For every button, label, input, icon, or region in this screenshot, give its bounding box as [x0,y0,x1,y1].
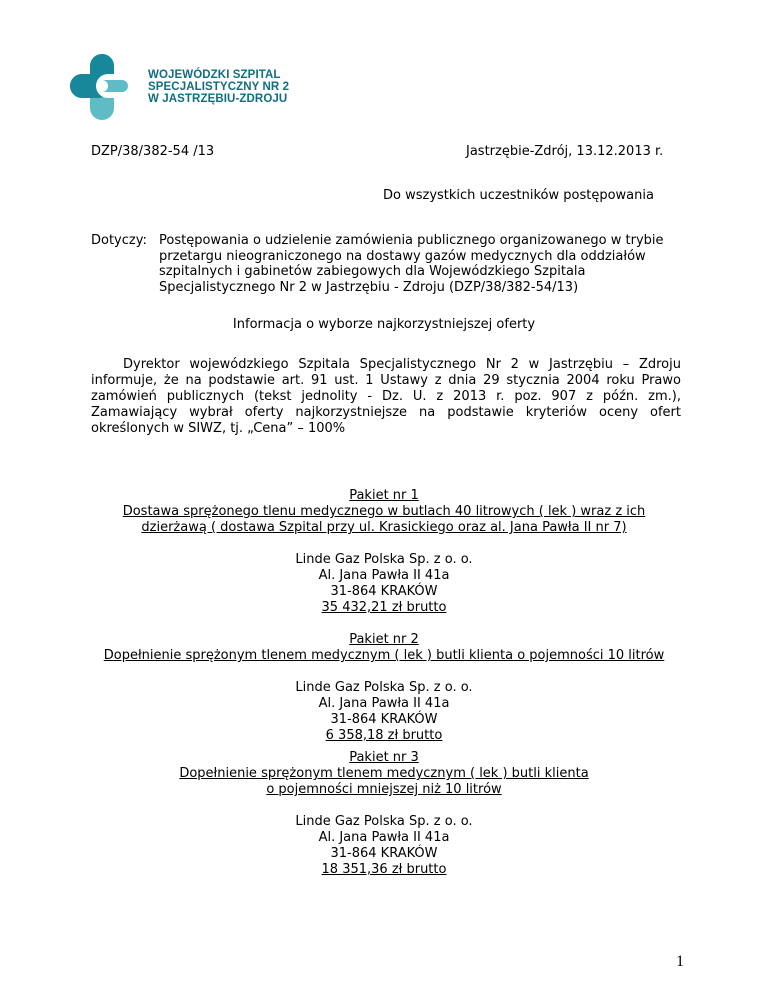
logo-line: W JASTRZĘBIU-ZDROJU [148,93,288,105]
page-number: 1 [676,953,684,970]
cross-logo-icon [68,52,148,124]
company-city: 31-864 KRAKÓW [330,846,438,861]
company-city: 31-864 KRAKÓW [330,712,438,727]
subject-line: Specjalistycznego Nr 2 w Jastrzębiu - Zdroju (DZP/38/382-54/13) [159,279,579,295]
place-date: Jastrzębie-Zdrój, 13.12.2013 r. [466,144,664,159]
package-description: dzierżawą ( dostawa Szpital przy ul. Krasickiego oraz al. Jana Pawła II nr 7) [141,520,627,535]
logo-line: SPECJALISTYCZNY NR 2 [148,81,290,93]
package-2 [80,632,688,744]
company-name: Linde Gaz Polska Sp. z o. o. [295,814,473,829]
package-description: o pojemności mniejszej niż 10 litrów [266,782,502,797]
package-1 [80,488,688,616]
subject-line: Postępowania o udzielenie zamówienia publicznego organizowanego w trybie [159,233,664,248]
company-street: Al. Jana Pawła II 41a [318,830,450,845]
document-title: Informacja o wyborze najkorzystniejszej oferty [232,317,536,332]
company-street: Al. Jana Pawła II 41a [318,696,450,711]
package-name: Pakiet nr 2 [349,632,419,647]
company-name: Linde Gaz Polska Sp. z o. o. [295,680,473,695]
subject-line: przetargu nieograniczonego na dostawy gazów medycznych dla oddziałów [159,248,646,264]
package-price: 18 351,36 zł brutto [321,862,447,877]
body-paragraph [91,357,681,437]
package-price: 6 358,18 zł brutto [325,728,443,743]
package-description: Dopełnienie sprężonym tlenem medycznym ( lek ) butli klienta o pojemności 10 litrów [103,648,665,663]
addressee: Do wszystkich uczestników postępowania [383,188,654,203]
package-name: Pakiet nr 1 [349,488,419,503]
company-street: Al. Jana Pawła II 41a [318,568,450,583]
package-price: 35 432,21 zł brutto [321,600,447,615]
logo-text [148,69,289,105]
package-3 [80,750,688,878]
subject-block [91,233,691,295]
reference-number: DZP/38/382-54 /13 [91,144,215,159]
logo-line: WOJEWÓDZKI SZPITAL [148,69,281,81]
package-description: Dopełnienie sprężonym tlenem medycznym ( lek ) butli klienta [179,766,589,781]
company-city: 31-864 KRAKÓW [330,584,438,599]
subject-label: Dotyczy: [91,233,147,248]
package-description: Dostawa sprężonego tlenu medycznego w butlach 40 litrowych ( lek ) wraz z ich [122,504,646,519]
body-text: Dyrektor wojewódzkiego Szpitala Specjalistycznego Nr 2 w Jastrzębiu – Zdroju informuje, że na podstawie art. 91 ust. 1 Ustawy z dnia 29 stycznia 2004 roku Prawo zamówień publicznych (tekst jednolity - Dz. U. z 2013 r. poz. 907 z późn. zm.), Zamawiający wybrał oferty najkorzystniejsze na podstawie kryteriów oceny ofert określonych w SIWZ, tj. „Cena” – 100% [91,357,681,436]
package-name: Pakiet nr 3 [349,750,419,765]
hospital-logo [68,52,308,124]
company-name: Linde Gaz Polska Sp. z o. o. [295,552,473,567]
subject-line: szpitalnych i gabinetów zabiegowych dla Wojewódzkiego Szpitala [159,264,586,279]
